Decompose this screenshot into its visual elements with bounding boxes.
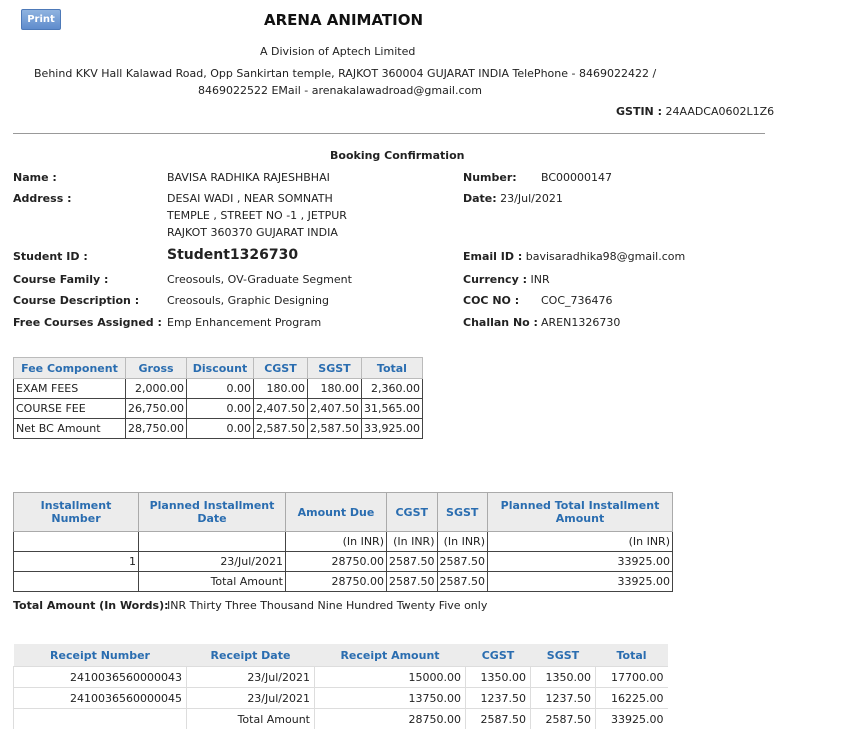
installment-cell: 28750.00 <box>286 552 387 572</box>
installment-cell: 1 <box>14 552 139 572</box>
installment-cell <box>14 532 139 552</box>
receipt-cell: 1350.00 <box>466 667 531 688</box>
installment-header: CGST <box>387 493 438 532</box>
receipt-header-row <box>14 644 668 667</box>
fee-header: Discount <box>186 358 253 379</box>
installment-cell <box>139 532 286 552</box>
fee-cell: 2,407.50 <box>307 399 361 419</box>
currency-value: INR <box>530 273 550 286</box>
receipt-cell: 23/Jul/2021 <box>187 688 315 709</box>
address-line-2: 8469022522 EMail - arenakalawadroad@gmail.com <box>198 84 482 97</box>
email <box>463 250 685 263</box>
address-line-1: Behind KKV Hall Kalawad Road, Opp Sankirtan temple, RAJKOT 360004 GUJARAT INDIA TelePhone - 8469022422 / <box>34 67 657 80</box>
receipt-cell: 15000.00 <box>315 667 466 688</box>
installment-cell: 23/Jul/2021 <box>139 552 286 572</box>
receipt-header: Total <box>596 644 668 667</box>
installment-header: Planned Total Installment Amount <box>488 493 673 532</box>
coc-value: COC_736476 <box>541 294 613 307</box>
fee-cell: COURSE FEE <box>14 399 126 419</box>
receipt-cell: 33925.00 <box>596 709 668 730</box>
fee-header: Total <box>361 358 422 379</box>
fee-cell: 2,360.00 <box>361 379 422 399</box>
header-divider <box>13 133 765 134</box>
receipt-cell: 2587.50 <box>466 709 531 730</box>
words-label: Total Amount (In Words): <box>13 599 169 612</box>
installment-cell: 28750.00 <box>286 572 387 592</box>
table-row <box>14 379 423 399</box>
installment-cell: 33925.00 <box>488 572 673 592</box>
installment-cell: 2587.50 <box>387 572 438 592</box>
course-desc-label: Course Description : <box>13 294 140 307</box>
fee-cell: 180.00 <box>307 379 361 399</box>
fee-cell: 2,587.50 <box>307 419 361 439</box>
installment-cell: 2587.50 <box>437 552 488 572</box>
receipt-header: Receipt Number <box>14 644 187 667</box>
course-family-value: Creosouls, OV-Graduate Segment <box>167 273 352 286</box>
receipt-cell: Total Amount <box>187 709 315 730</box>
gstin-value: 24AADCA0602L1Z6 <box>665 105 775 118</box>
doc-title: Booking Confirmation <box>330 149 465 162</box>
gstin-label: GSTIN : <box>616 105 662 118</box>
fee-cell: 180.00 <box>253 379 307 399</box>
date-label: Date: <box>463 192 497 205</box>
free-courses-value: Emp Enhancement Program <box>167 316 322 329</box>
challan-value: AREN1326730 <box>541 316 621 329</box>
free-courses-label: Free Courses Assigned : <box>13 316 162 329</box>
installment-cell: 2587.50 <box>437 572 488 592</box>
fee-cell: EXAM FEES <box>14 379 126 399</box>
receipt-header: CGST <box>466 644 531 667</box>
installment-cell: 33925.00 <box>488 552 673 572</box>
installment-header: Installment Number <box>14 493 139 532</box>
fee-header: Gross <box>126 358 187 379</box>
installment-cell <box>14 572 139 592</box>
receipt-cell: 28750.00 <box>315 709 466 730</box>
installment-cell: 2587.50 <box>387 552 438 572</box>
fee-cell: 26,750.00 <box>126 399 187 419</box>
table-row <box>14 532 673 552</box>
fee-cell: 33,925.00 <box>361 419 422 439</box>
installment-header: Amount Due <box>286 493 387 532</box>
name-label: Name : <box>13 171 57 184</box>
fee-cell: 28,750.00 <box>126 419 187 439</box>
installment-cell: (In INR) <box>437 532 488 552</box>
fee-table <box>13 357 423 439</box>
table-row <box>14 667 668 688</box>
number-label: Number: <box>463 171 517 184</box>
division: A Division of Aptech Limited <box>260 45 416 58</box>
receipt-cell: 23/Jul/2021 <box>187 667 315 688</box>
address-value-3: RAJKOT 360370 GUJARAT INDIA <box>167 226 338 239</box>
receipt-cell: 2587.50 <box>531 709 596 730</box>
words-value: INR Thirty Three Thousand Nine Hundred Twenty Five only <box>167 599 488 612</box>
installment-cell: (In INR) <box>488 532 673 552</box>
receipt-cell: 1350.00 <box>531 667 596 688</box>
address-value-1: DESAI WADI , NEAR SOMNATH <box>167 192 333 205</box>
receipt-table <box>13 644 668 729</box>
print-button[interactable]: Print <box>21 9 61 30</box>
installment-cell: (In INR) <box>387 532 438 552</box>
fee-header: SGST <box>307 358 361 379</box>
currency-label: Currency : <box>463 273 527 286</box>
table-row <box>14 419 423 439</box>
fee-cell: 2,587.50 <box>253 419 307 439</box>
fee-cell: Net BC Amount <box>14 419 126 439</box>
number-value: BC00000147 <box>541 171 613 184</box>
table-row <box>14 399 423 419</box>
fee-cell: 0.00 <box>186 399 253 419</box>
currency <box>463 273 550 286</box>
receipt-cell <box>14 709 187 730</box>
receipt-cell: 13750.00 <box>315 688 466 709</box>
receipt-header: SGST <box>531 644 596 667</box>
receipt-cell: 16225.00 <box>596 688 668 709</box>
fee-cell: 31,565.00 <box>361 399 422 419</box>
installment-header: Planned Installment Date <box>139 493 286 532</box>
table-row <box>14 572 673 592</box>
installment-header-row <box>14 493 673 532</box>
fee-cell: 2,000.00 <box>126 379 187 399</box>
address-label: Address : <box>13 192 72 205</box>
student-id-value: Student1326730 <box>167 247 299 263</box>
name-value: BAVISA RADHIKA RAJESHBHAI <box>167 171 330 184</box>
fee-cell: 0.00 <box>186 419 253 439</box>
challan-label: Challan No : <box>463 316 538 329</box>
course-family-label: Course Family : <box>13 273 109 286</box>
fee-cell: 0.00 <box>186 379 253 399</box>
receipt-header: Receipt Date <box>187 644 315 667</box>
address-value-2: TEMPLE , STREET NO -1 , JETPUR <box>167 209 347 222</box>
company-name: ARENA ANIMATION <box>264 11 424 29</box>
receipt-cell: 1237.50 <box>466 688 531 709</box>
email-value: bavisaradhika98@gmail.com <box>525 250 686 263</box>
receipt-header: Receipt Amount <box>315 644 466 667</box>
receipt-cell: 2410036560000043 <box>14 667 187 688</box>
email-label: Email ID : <box>463 250 523 263</box>
table-row <box>14 688 668 709</box>
receipt-cell: 2410036560000045 <box>14 688 187 709</box>
table-row <box>14 709 668 730</box>
installment-cell: (In INR) <box>286 532 387 552</box>
receipt-cell: 17700.00 <box>596 667 668 688</box>
installment-header: SGST <box>437 493 488 532</box>
installment-table <box>13 492 673 592</box>
installment-cell: Total Amount <box>139 572 286 592</box>
table-row <box>14 552 673 572</box>
gstin <box>616 105 774 118</box>
fee-cell: 2,407.50 <box>253 399 307 419</box>
date-value: 23/Jul/2021 <box>500 192 563 205</box>
fee-header: Fee Component <box>14 358 126 379</box>
receipt-cell: 1237.50 <box>531 688 596 709</box>
date <box>463 192 563 205</box>
course-desc-value: Creosouls, Graphic Designing <box>167 294 330 307</box>
fee-header-row <box>14 358 423 379</box>
student-id-label: Student ID : <box>13 250 88 263</box>
fee-header: CGST <box>253 358 307 379</box>
coc-label: COC NO : <box>463 294 520 307</box>
